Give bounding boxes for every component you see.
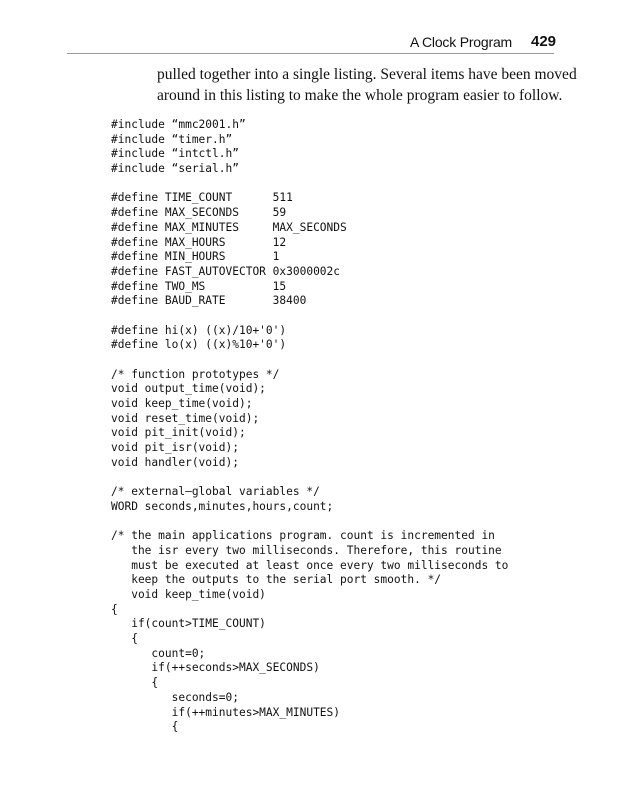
code-line: [111, 177, 508, 192]
code-line: must be executed at least once every two milliseconds to: [111, 558, 509, 572]
code-line: void pit_isr(void);: [111, 441, 239, 455]
code-line: /* function prototypes */: [111, 367, 280, 381]
code-line: #define lo(x) ((x)%10+'0'): [111, 338, 287, 352]
header-divider: [67, 53, 554, 54]
code-line: #define MAX_MINUTES MAX_SECONDS: [111, 220, 347, 234]
intro-line: around in this listing to make the whole program easier to follow.: [157, 87, 563, 104]
code-line: if(++seconds>MAX_SECONDS): [111, 661, 320, 675]
code-line: void reset_time(void);: [111, 411, 260, 425]
page-number: 429: [531, 33, 557, 50]
running-header-title: A Clock Program: [409, 34, 512, 50]
code-line: count=0;: [111, 646, 206, 660]
code-line: #define TIME_COUNT 511: [111, 191, 293, 205]
code-line: void keep_time(void);: [111, 397, 253, 411]
code-line: #include “mmc2001.h”: [111, 118, 246, 131]
code-line: if(count>TIME_COUNT): [111, 617, 266, 631]
code-line: WORD seconds,minutes,hours,count;: [111, 499, 334, 513]
code-line: #include “intctl.h”: [111, 147, 239, 161]
intro-paragraph: [157, 64, 577, 106]
code-line: #define TWO_MS 15: [111, 279, 287, 293]
code-line: [111, 353, 508, 368]
code-line: void output_time(void);: [111, 382, 266, 396]
code-line: void pit_init(void);: [111, 426, 246, 440]
code-line: [111, 515, 508, 530]
code-line: #include “timer.h”: [111, 132, 233, 146]
code-line: {: [111, 632, 138, 646]
code-line: {: [111, 720, 179, 734]
intro-line: pulled together into a single listing. Several items have been moved: [157, 66, 577, 83]
code-line: #define MIN_HOURS 1: [111, 250, 280, 264]
code-line: /* external–global variables */: [111, 485, 320, 499]
code-line: seconds=0;: [111, 690, 239, 704]
code-line: #define hi(x) ((x)/10+'0'): [111, 323, 287, 337]
code-line: [111, 471, 508, 486]
code-line: the isr every two milliseconds. Therefore, this routine: [111, 543, 502, 557]
code-line: #define MAX_SECONDS 59: [111, 206, 287, 220]
code-line: [111, 309, 508, 324]
code-line: void handler(void);: [111, 455, 239, 469]
code-line: {: [111, 602, 118, 616]
code-line: #define FAST_AUTOVECTOR 0x3000002c: [111, 264, 341, 278]
code-line: #define BAUD_RATE 38400: [111, 294, 307, 308]
code-listing: [111, 118, 508, 735]
code-line: #define MAX_HOURS 12: [111, 235, 287, 249]
code-line: #include “serial.h”: [111, 162, 239, 176]
code-line: /* the main applications program. count is incremented in: [111, 529, 495, 543]
code-line: keep the outputs to the serial port smooth. */: [111, 573, 442, 587]
code-line: {: [111, 676, 159, 690]
code-line: void keep_time(void): [111, 588, 266, 601]
code-line: if(++minutes>MAX_MINUTES): [111, 705, 341, 719]
